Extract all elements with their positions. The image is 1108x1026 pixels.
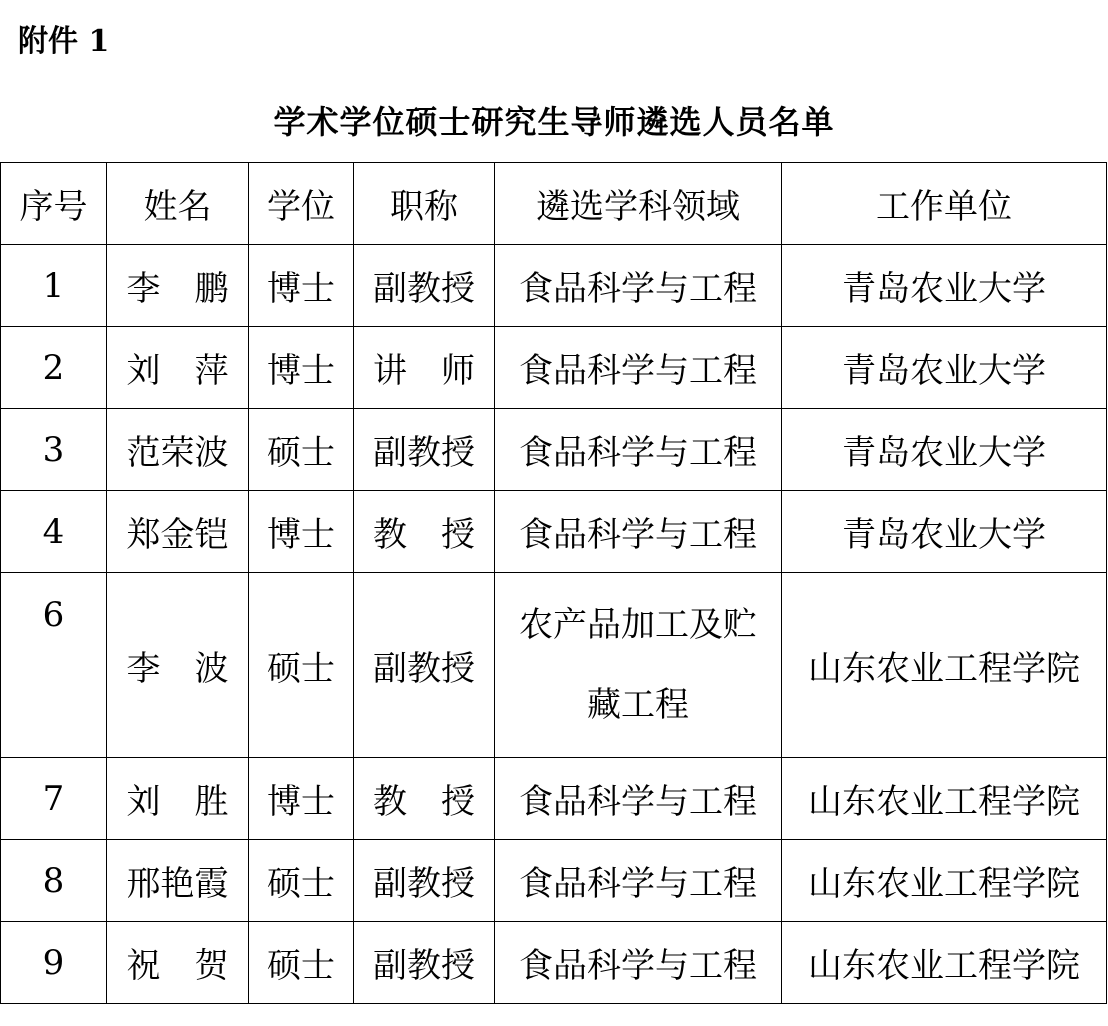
cell-field: 食品科学与工程 xyxy=(495,840,782,922)
cell-unit: 青岛农业大学 xyxy=(782,327,1107,409)
table-row xyxy=(1,327,1107,409)
table-row xyxy=(1,409,1107,491)
cell-seq: 4 xyxy=(1,491,107,573)
roster-table xyxy=(0,162,1107,1004)
cell-degree: 硕士 xyxy=(249,840,354,922)
cell-name: 李 鹏 xyxy=(107,245,249,327)
header-name: 姓名 xyxy=(107,163,249,245)
cell-rank: 教 授 xyxy=(354,758,495,840)
cell-rank: 副教授 xyxy=(354,840,495,922)
table-row xyxy=(1,840,1107,922)
cell-name: 郑金铠 xyxy=(107,491,249,573)
cell-degree: 硕士 xyxy=(249,573,354,758)
cell-seq: 3 xyxy=(1,409,107,491)
cell-seq: 1 xyxy=(1,245,107,327)
table-row xyxy=(1,573,1107,758)
cell-seq: 7 xyxy=(1,758,107,840)
cell-field xyxy=(495,573,782,758)
cell-unit: 山东农业工程学院 xyxy=(782,840,1107,922)
cell-name: 刘 萍 xyxy=(107,327,249,409)
cell-field: 食品科学与工程 xyxy=(495,245,782,327)
cell-degree: 博士 xyxy=(249,491,354,573)
cell-field-line-1: 农产品加工及贮 xyxy=(519,605,757,645)
cell-unit: 青岛农业大学 xyxy=(782,245,1107,327)
cell-name: 邢艳霞 xyxy=(107,840,249,922)
attachment-label: 附件 1 xyxy=(18,24,110,59)
cell-unit: 山东农业工程学院 xyxy=(782,573,1107,758)
cell-rank: 副教授 xyxy=(354,245,495,327)
header-field: 遴选学科领域 xyxy=(495,163,782,245)
cell-unit: 山东农业工程学院 xyxy=(782,758,1107,840)
cell-rank: 教 授 xyxy=(354,491,495,573)
cell-degree: 博士 xyxy=(249,327,354,409)
cell-field: 食品科学与工程 xyxy=(495,327,782,409)
table-row xyxy=(1,922,1107,1004)
cell-field: 食品科学与工程 xyxy=(495,758,782,840)
cell-field: 食品科学与工程 xyxy=(495,409,782,491)
cell-seq: 9 xyxy=(1,922,107,1004)
cell-degree: 硕士 xyxy=(249,409,354,491)
header-unit: 工作单位 xyxy=(782,163,1107,245)
table-header-row xyxy=(1,163,1107,245)
cell-field-line-2: 藏工程 xyxy=(587,685,689,725)
table-row xyxy=(1,758,1107,840)
cell-name: 范荣波 xyxy=(107,409,249,491)
cell-seq: 2 xyxy=(1,327,107,409)
header-rank: 职称 xyxy=(354,163,495,245)
cell-unit: 青岛农业大学 xyxy=(782,409,1107,491)
cell-seq: 6 xyxy=(1,573,107,758)
cell-degree: 博士 xyxy=(249,245,354,327)
cell-field: 食品科学与工程 xyxy=(495,922,782,1004)
table-row xyxy=(1,245,1107,327)
cell-unit: 山东农业工程学院 xyxy=(782,922,1107,1004)
cell-name: 刘 胜 xyxy=(107,758,249,840)
cell-rank: 讲 师 xyxy=(354,327,495,409)
cell-name: 李 波 xyxy=(107,573,249,758)
cell-field: 食品科学与工程 xyxy=(495,491,782,573)
document-title: 学术学位硕士研究生导师遴选人员名单 xyxy=(273,103,835,141)
header-degree: 学位 xyxy=(249,163,354,245)
cell-degree: 硕士 xyxy=(249,922,354,1004)
table-row xyxy=(1,491,1107,573)
cell-unit: 青岛农业大学 xyxy=(782,491,1107,573)
header-seq: 序号 xyxy=(1,163,107,245)
cell-rank: 副教授 xyxy=(354,409,495,491)
cell-rank: 副教授 xyxy=(354,922,495,1004)
cell-rank: 副教授 xyxy=(354,573,495,758)
cell-degree: 博士 xyxy=(249,758,354,840)
cell-name: 祝 贺 xyxy=(107,922,249,1004)
cell-seq: 8 xyxy=(1,840,107,922)
